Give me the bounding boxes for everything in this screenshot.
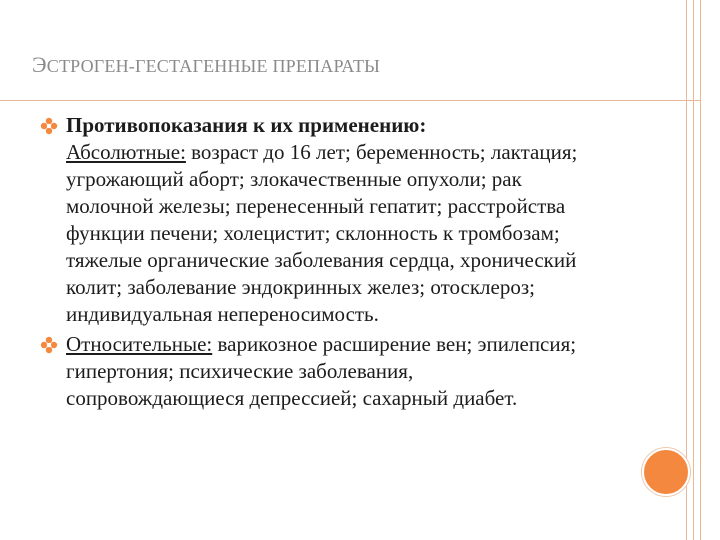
flower-bullet-icon xyxy=(40,117,58,135)
bullet-text-line: колит; заболевание эндокринных желез; отосклероз; xyxy=(66,275,535,299)
absolute-label: Абсолютные: xyxy=(66,140,186,164)
bullet-text-line: индивидуальная непереносимость. xyxy=(66,302,379,326)
bullet-text-line: сопровождающиеся депрессией; сахарный диабет. xyxy=(66,386,518,410)
title-divider xyxy=(0,100,700,101)
title-initial: Э xyxy=(32,52,47,77)
bullet-heading: Противопоказания к их применению: xyxy=(66,113,427,137)
bullet-text-line: молочной железы; перенесенный гепатит; расстройства xyxy=(66,194,566,218)
relative-label: Относительные: xyxy=(66,332,213,356)
bullet-contraindications-relative xyxy=(40,331,660,412)
bullet-text-line: возраст до 16 лет; беременность; лактация; xyxy=(185,140,578,164)
bullet-text-line: гипертония; психические заболевания, xyxy=(66,359,414,383)
frame-line xyxy=(693,0,694,540)
bullet-text-line: угрожающий аборт; злокачественные опухоли; рак xyxy=(66,167,522,191)
bullet-text-line: тяжелые органические заболевания сердца, хронический xyxy=(66,248,577,272)
bullet-text-line: варикозное расширение вен; эпилепсия; xyxy=(212,332,577,356)
slide-body xyxy=(40,112,660,415)
decorative-circle xyxy=(642,448,690,496)
bullet-text-line: функции печени; холецистит; склонность к тромбозам; xyxy=(66,221,560,245)
bullet-contraindications-absolute xyxy=(40,112,660,328)
frame-line xyxy=(700,0,701,540)
title-text: СТРОГЕН-ГЕСТАГЕННЫЕ ПРЕПАРАТЫ xyxy=(46,56,381,76)
slide-title xyxy=(32,52,380,78)
flower-bullet-icon xyxy=(40,336,58,354)
